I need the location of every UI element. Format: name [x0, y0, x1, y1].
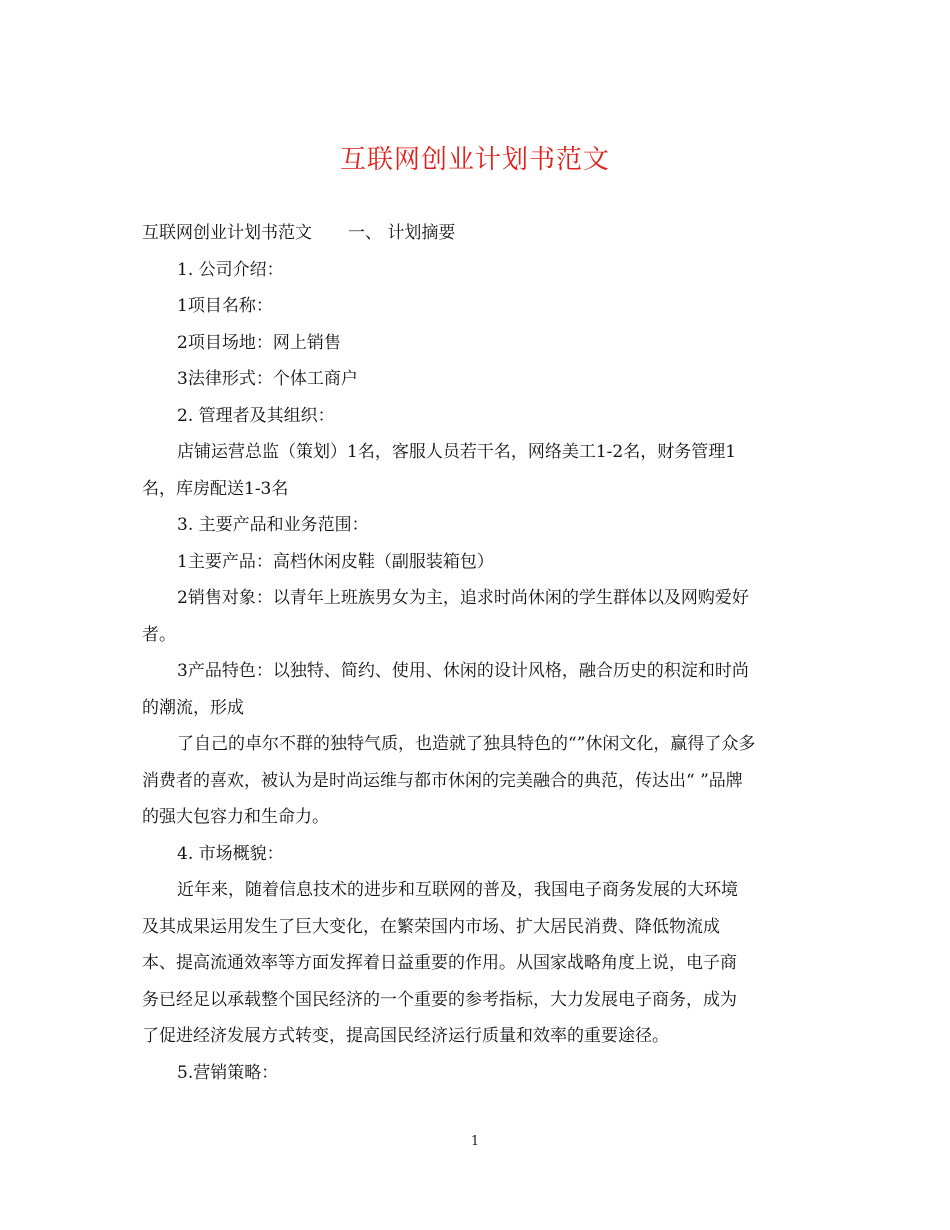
text-line [142, 617, 810, 654]
text-line [142, 325, 810, 362]
text-line-content: 消费者的喜欢，被认为是时尚运维与都市休闲的完美融合的典范，传达出“ ”品牌 [142, 770, 743, 791]
text-line-content: 近年来，随着信息技术的进步和互联网的普及，我国电子商务发展的大环境 [177, 880, 738, 900]
text-line [142, 252, 810, 289]
text-line [142, 434, 810, 471]
text-line-content: 本、提高流通效率等方面发挥着日益重要的作用。从国家战略角度上说，电子商 [142, 953, 737, 973]
text-line-content: 店铺运营总监（策划）1名，客服人员若干名，网络美工1-2名，财务管理1 [177, 442, 737, 462]
text-line [142, 799, 810, 836]
text-line [142, 507, 810, 544]
text-line-content: 互联网创业计划书范文 [142, 223, 312, 243]
text-line [142, 836, 810, 873]
text-line [142, 726, 810, 763]
text-line-content: 名，库房配送1-3名 [142, 478, 289, 499]
text-line-content: 1. 公司介绍： [177, 259, 284, 280]
text-line-content: 1主要产品：高档休闲皮鞋（副服装箱包） [177, 551, 494, 572]
text-line-content: 者。 [142, 624, 176, 645]
page-number: 1 [470, 1134, 480, 1149]
text-line-content: 1项目名称： [177, 296, 273, 316]
text-line-content: 3法律形式：个体工商户 [177, 369, 358, 389]
text-line [142, 909, 810, 946]
text-line-content: 5.营销策略： [177, 1062, 279, 1083]
text-line [142, 215, 810, 252]
text-line [142, 544, 810, 581]
document-title: 互联网创业计划书范文 [339, 145, 610, 175]
text-line [142, 580, 810, 617]
text-line-content: 3产品特色：以独特、简约、使用、休闲的设计风格，融合历史的积淀和时尚 [177, 661, 749, 681]
text-line [142, 1055, 810, 1092]
text-line [142, 1018, 810, 1055]
document-body [142, 215, 810, 1091]
text-line [142, 945, 810, 982]
text-line [142, 763, 810, 800]
text-line-content: 2销售对象：以青年上班族男女为主，追求时尚休闲的学生群体以及网购爱好 [177, 588, 749, 608]
text-line [142, 288, 810, 325]
text-line-content: 务已经足以承载整个国民经济的一个重要的参考指标，大力发展电子商务，成为 [142, 989, 737, 1010]
text-line-content: 4. 市场概貌： [177, 843, 284, 864]
text-line [142, 690, 810, 727]
text-line-content: 3. 主要产品和业务范围： [177, 515, 369, 535]
text-line [142, 361, 810, 398]
text-line [142, 653, 810, 690]
text-line [142, 471, 810, 508]
text-line-content: 的强大包容力和生命力。 [142, 807, 329, 827]
text-line [142, 982, 810, 1019]
text-line-content: 了促进经济发展方式转变，提高国民经济运行质量和效率的重要途径。 [142, 1026, 669, 1046]
section-heading: 一、 计划摘要 [348, 223, 456, 243]
text-line-content: 2. 管理者及其组织： [177, 405, 335, 426]
text-line-content: 的潮流，形成 [142, 697, 244, 718]
text-line-content: 2项目场地：网上销售 [177, 332, 341, 353]
text-line-content: 了自己的卓尔不群的独特气质，也造就了独具特色的“”休闲文化，赢得了众多 [177, 734, 756, 754]
text-line [142, 398, 810, 435]
text-line [142, 872, 810, 909]
text-line-content: 及其成果运用发生了巨大变化，在繁荣国内市场、扩大居民消费、降低物流成 [142, 916, 720, 937]
